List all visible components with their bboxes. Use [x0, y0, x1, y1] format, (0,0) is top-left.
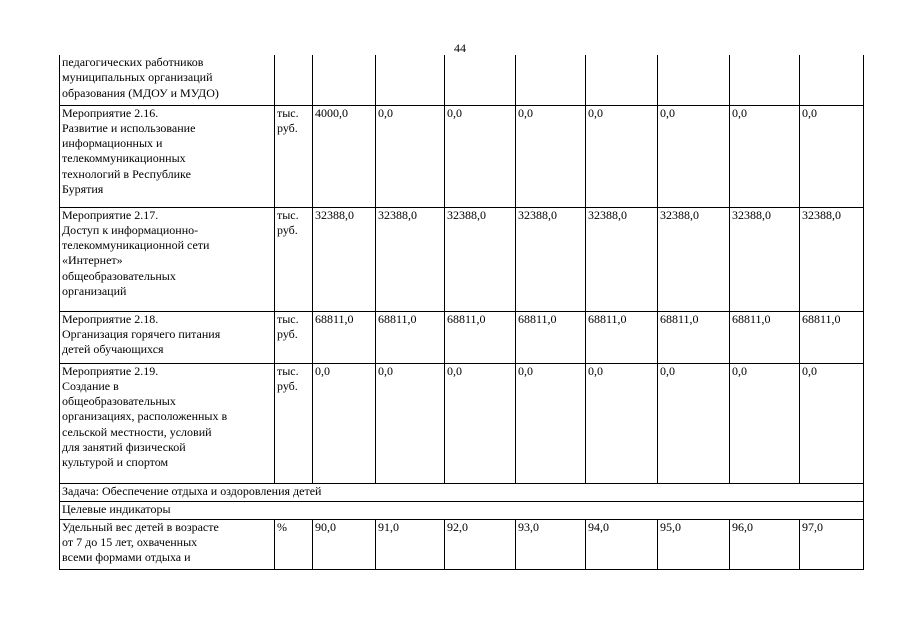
value-cell: 90,0 [313, 519, 376, 569]
value-cell: 94,0 [586, 519, 658, 569]
value-cell: 0,0 [658, 105, 730, 207]
value-cell: 95,0 [658, 519, 730, 569]
value-cell: 96,0 [730, 519, 800, 569]
row-label: Мероприятие 2.18. Организация горячего питания детей обучающихся [60, 311, 275, 363]
task-row [60, 483, 864, 501]
value-cell: 32388,0 [376, 207, 445, 311]
value-cell: 32388,0 [658, 207, 730, 311]
value-cell [586, 55, 658, 105]
value-cell: 68811,0 [313, 311, 376, 363]
value-cell: 32388,0 [313, 207, 376, 311]
row-label: Мероприятие 2.19. Создание в общеобразовательных организациях, расположенных в сельской местности, условий для занятий физической культурой и спортом [60, 363, 275, 483]
value-cell: 32388,0 [445, 207, 516, 311]
value-cell: 0,0 [516, 105, 586, 207]
value-cell [313, 55, 376, 105]
value-cell: 0,0 [730, 363, 800, 483]
row-unit: % [275, 519, 313, 569]
value-cell: 0,0 [445, 105, 516, 207]
row-unit: тыс. руб. [275, 207, 313, 311]
value-cell [516, 55, 586, 105]
value-cell [730, 55, 800, 105]
value-cell: 4000,0 [313, 105, 376, 207]
value-cell: 68811,0 [800, 311, 864, 363]
row-unit: тыс. руб. [275, 105, 313, 207]
value-cell: 93,0 [516, 519, 586, 569]
value-cell: 0,0 [800, 363, 864, 483]
value-cell [658, 55, 730, 105]
row-label: Удельный вес детей в возрасте от 7 до 15 лет, охваченных всеми формами отдыха и [60, 519, 275, 569]
indicators-row [60, 501, 864, 519]
row-label: Мероприятие 2.17. Доступ к информационно- телекоммуникационной сети «Интернет» общеобразовательных организаций [60, 207, 275, 311]
value-cell [800, 55, 864, 105]
value-cell: 32388,0 [586, 207, 658, 311]
value-cell: 91,0 [376, 519, 445, 569]
table-row [60, 519, 864, 569]
task-heading: Задача: Обеспечение отдыха и оздоровления детей [60, 483, 864, 501]
value-cell: 68811,0 [445, 311, 516, 363]
budget-table [59, 55, 864, 570]
value-cell [445, 55, 516, 105]
row-unit: тыс. руб. [275, 311, 313, 363]
value-cell: 0,0 [516, 363, 586, 483]
value-cell: 0,0 [376, 105, 445, 207]
value-cell: 0,0 [586, 105, 658, 207]
indicators-heading: Целевые индикаторы [60, 501, 864, 519]
value-cell: 0,0 [376, 363, 445, 483]
value-cell: 32388,0 [516, 207, 586, 311]
value-cell: 97,0 [800, 519, 864, 569]
page-number: 44 [454, 41, 466, 55]
value-cell: 68811,0 [658, 311, 730, 363]
table-row [60, 311, 864, 363]
value-cell: 32388,0 [730, 207, 800, 311]
table-row [60, 363, 864, 483]
row-label: педагогических работников муниципальных организаций образования (МДОУ и МУДО) [60, 55, 275, 105]
value-cell: 0,0 [313, 363, 376, 483]
value-cell: 92,0 [445, 519, 516, 569]
value-cell: 0,0 [730, 105, 800, 207]
value-cell [376, 55, 445, 105]
table-row [60, 105, 864, 207]
row-unit [275, 55, 313, 105]
table-row [60, 55, 864, 105]
row-unit: тыс. руб. [275, 363, 313, 483]
row-label: Мероприятие 2.16. Развитие и использование информационных и телекоммуникационных технологий в Республике Бурятия [60, 105, 275, 207]
value-cell: 68811,0 [516, 311, 586, 363]
value-cell: 68811,0 [586, 311, 658, 363]
value-cell: 0,0 [586, 363, 658, 483]
value-cell: 68811,0 [730, 311, 800, 363]
value-cell: 32388,0 [800, 207, 864, 311]
table-row [60, 207, 864, 311]
value-cell: 0,0 [658, 363, 730, 483]
value-cell: 68811,0 [376, 311, 445, 363]
value-cell: 0,0 [445, 363, 516, 483]
value-cell: 0,0 [800, 105, 864, 207]
